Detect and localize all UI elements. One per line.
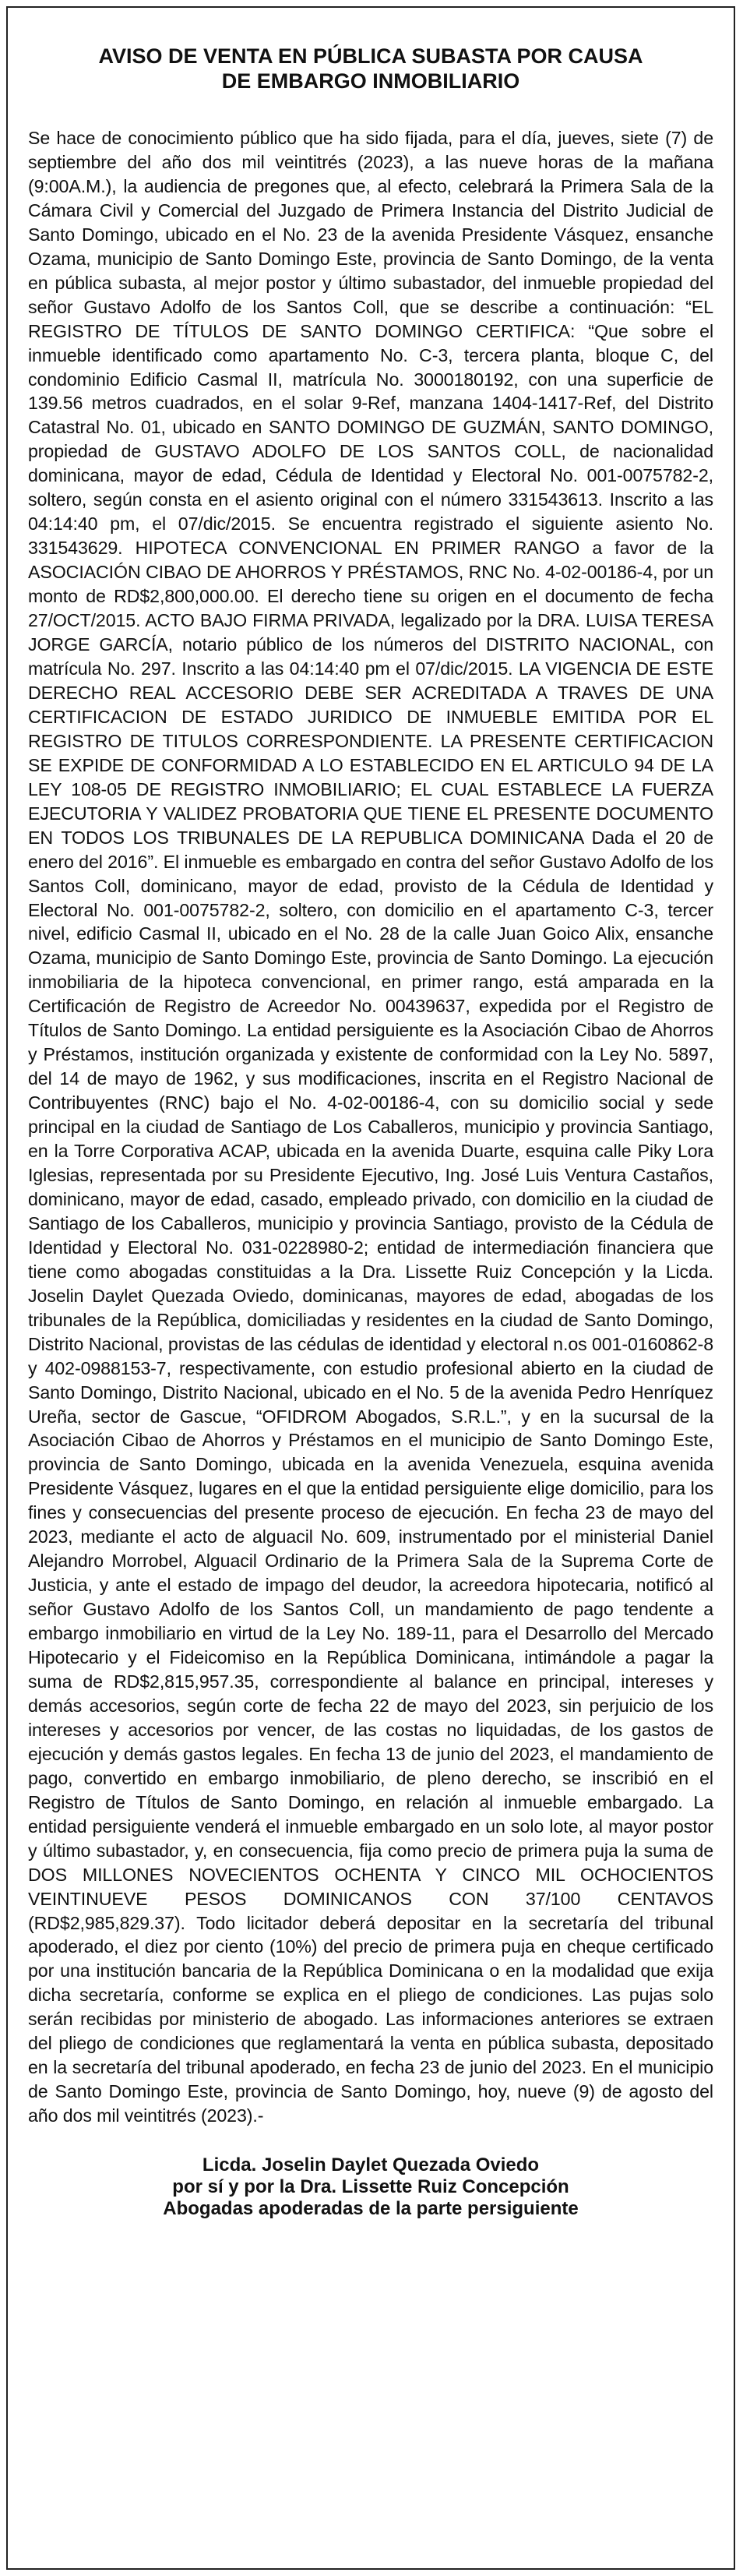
legal-notice bbox=[6, 6, 735, 2570]
signature-role: Abogadas apoderadas de la parte persiguiente bbox=[163, 2198, 579, 2220]
notice-body: Se hace de conocimiento público que ha sido fijada, para el día, jueves, siete (7) de septiembre del año dos mil veintitrés (2023), a las nueve horas de la mañana (9:00A.M.), la audiencia de pregones que, al efecto, celebrará la Primera Sala de la Cámara Civil y Comercial del Juzgado de Primera Instancia del Distrito Judicial de Santo Domingo, ubicado en el No. 23 de la avenida Presidente Vásquez, ensanche Ozama, municipio de Santo Domingo Este, provincia de Santo Domingo, de la venta en pública subasta, al mejor postor y último subastador, del inmueble propiedad del señor Gustavo Adolfo de los Santos Coll, que se describe a continuación: “EL REGISTRO DE TÍTULOS DE SANTO DOMINGO CERTIFICA: “Que sobre el inmueble identificado como apartamento No. C-3, tercera planta, bloque C, del condominio Edificio Casmal II, matrícula No. 3000180192, con una superficie de 139.56 metros cuadrados, en el solar 9-Ref, manzana 1404-1417-Ref, del Distrito Catastral No. 01, ubicado en SANTO DOMINGO DE GUZMÁN, SANTO DOMINGO, propiedad de GUSTAVO ADOLFO DE LOS SANTOS COLL, de nacionalidad dominicana, mayor de edad, Cédula de Identidad y Electoral No. 001-0075782-2, soltero, según consta en el asiento original con el número 331543613. Inscrito a las 04:14:40 pm, el 07/dic/2015. Se encuentra registrado el siguiente asiento No. 331543629. HIPOTECA CONVENCIONAL EN PRIMER RANGO a favor de la ASOCIACIÓN CIBAO DE AHORROS Y PRÉSTAMOS, RNC No. 4-02-00186-4, por un monto de RD$2,800,000.00. El derecho tiene su origen en el documento de fecha 27/OCT/2015. ACTO BAJO FIRMA PRIVADA, legalizado por la DRA. LUISA TERESA JORGE GARCÍA, notario público de los números del DISTRITO NACIONAL, con matrícula No. 297. Inscrito a las 04:14:40 pm el 07/dic/2015. LA VIGENCIA DE ESTE DERECHO REAL ACCESORIO DEBE SER ACREDITADA A TRAVES DE UNA CERTIFICACION DE ESTADO JURIDICO DE INMUEBLE EMITIDA POR EL REGISTRO DE TITULOS CORRESPONDIENTE. LA PRESENTE CERTIFICACION SE EXPIDE DE CONFORMIDAD A LO ESTABLECIDO EN EL ARTICULO 94 DE LA LEY 108-05 DE REGISTRO INMOBILIARIO; EL CUAL ESTABLECE LA FUERZA EJECUTORIA Y VALIDEZ PROBATORIA QUE TIENE EL PRESENTE DOCUMENTO EN TODOS LOS TRIBUNALES DE LA REPUBLICA DOMINICANA Dada el 20 de enero del 2016”. El inmueble es embargado en contra del señor Gustavo Adolfo de los Santos Coll, dominicano, mayor de edad, provisto de la Cédula de Identidad y Electoral No. 001-0075782-2, soltero, con domicilio en el apartamento C-3, tercer nivel, edificio Casmal II, ubicado en el No. 28 de la calle Juan Goico Alix, ensanche Ozama, municipio de Santo Domingo Este, provincia de Santo Domingo. La ejecución inmobiliaria de la hipoteca convencional, en primer rango, está amparada en la Certificación de Registro de Acreedor No. 00439637, expedida por el Registro de Títulos de Santo Domingo. La entidad persiguiente es la Asociación Cibao de Ahorros y Préstamos, institución organizada y existente de conformidad con la Ley No. 5897, del 14 de mayo de 1962, y sus modificaciones, inscrita en el Registro Nacional de Contribuyentes (RNC) bajo el No. 4-02-00186-4, con su domicilio social y sede principal en la ciudad de Santiago de Los Caballeros, municipio y provincia Santiago, en la Torre Corporativa ACAP, ubicada en la avenida Duarte, esquina calle Piky Lora Iglesias, representada por su Presidente Ejecutivo, Ing. José Luis Ventura Castaños, dominicano, mayor de edad, casado, empleado privado, con domicilio en la ciudad de Santiago de los Caballeros, municipio y provincia Santiago, provisto de la Cédula de Identidad y Electoral No. 031-0228980-2; entidad de intermediación financiera que tiene como abogadas constituidas a la Dra. Lissette Ruiz Concepción y la Licda. Joselin Daylet Quezada Oviedo, dominicanas, mayores de edad, abogadas de los tribunales de la República, domiciliadas y residentes en la ciudad de Santo Domingo, Distrito Nacional, provistas de las cédulas de identidad y electoral n.os 001-0160862-8 y 402-0988153-7, respectivamente, con estudio profesional abierto en la ciudad de Santo Domingo, Distrito Nacional, ubicado en el No. 5 de la avenida Pedro Henríquez Ureña, sector de Gascue, “OFIDROM Abogados, S.R.L.”, y en la sucursal de la Asociación Cibao de Ahorros y Préstamos en el municipio de Santo Domingo Este, provincia de Santo Domingo, ubicada en la avenida Venezuela, esquina avenida Presidente Vásquez, lugares en el que la entidad persiguiente elige domicilio, para los fines y consecuencias del presente proceso de ejecución. En fecha 23 de mayo del 2023, mediante el acto de alguacil No. 609, instrumentado por el ministerial Daniel Alejandro Morrobel, Alguacil Ordinario de la Primera Sala de la Suprema Corte de Justicia, y ante el estado de impago del deudor, la acreedora hipotecaria, notificó al señor Gustavo Adolfo de los Santos Coll, un mandamiento de pago tendente a embargo inmobiliario en virtud de la Ley No. 189-11, para el Desarrollo del Mercado Hipotecario y el Fideicomiso en la República Dominicana, intimándole a pagar la suma de RD$2,815,957.35, correspondiente al balance en principal, intereses y demás accesorios, según corte de fecha 22 de mayo del 2023, sin perjuicio de los intereses y accesorios por vencer, de las costas no liquidadas, de los gastos de ejecución y demás gastos legales. En fecha 13 de junio del 2023, el mandamiento de pago, convertido en embargo inmobiliario, de pleno derecho, se inscribió en el Registro de Títulos de Santo Domingo, en relación al inmueble embargado. La entidad persiguiente venderá el inmueble embargado en un solo lote, al mayor postor y último subastador, y, en consecuencia, fija como precio de primera puja la suma de DOS MILLONES NOVECIENTOS OCHENTA Y CINCO MIL OCHOCIENTOS VEINTINUEVE PESOS DOMINICANOS CON 37/100 CENTAVOS (RD$2,985,829.37). Todo licitador deberá depositar en la secretaría del tribunal apoderado, el diez por ciento (10%) del precio de primera puja en cheque certificado por una institución bancaria de la República Dominicana o en la modalidad que exija dicha secretaría, conforme se explica en el pliego de condiciones. Las pujas solo serán recibidas por ministerio de abogado. Las informaciones anteriores se extraen del pliego de condiciones que reglamentará la venta en pública subasta, depositado en la secretaría del tribunal apoderado, en fecha 23 de junio del 2023. En el municipio de Santo Domingo Este, provincia de Santo Domingo, hoy, nueve (9) de agosto del año dos mil veintitrés (2023).- bbox=[28, 128, 713, 2126]
notice-title bbox=[39, 44, 703, 94]
signature-name: Licda. Joselin Daylet Quezada Oviedo bbox=[202, 2154, 540, 2176]
signature-behalf: por sí y por la Dra. Lissette Ruiz Concepción bbox=[172, 2176, 569, 2198]
notice-title-line-2: DE EMBARGO INMOBILIARIO bbox=[221, 69, 520, 93]
notice-title-line-1: AVISO DE VENTA EN PÚBLICA SUBASTA POR CAUSA bbox=[98, 44, 643, 68]
signature-block bbox=[39, 2154, 703, 2220]
